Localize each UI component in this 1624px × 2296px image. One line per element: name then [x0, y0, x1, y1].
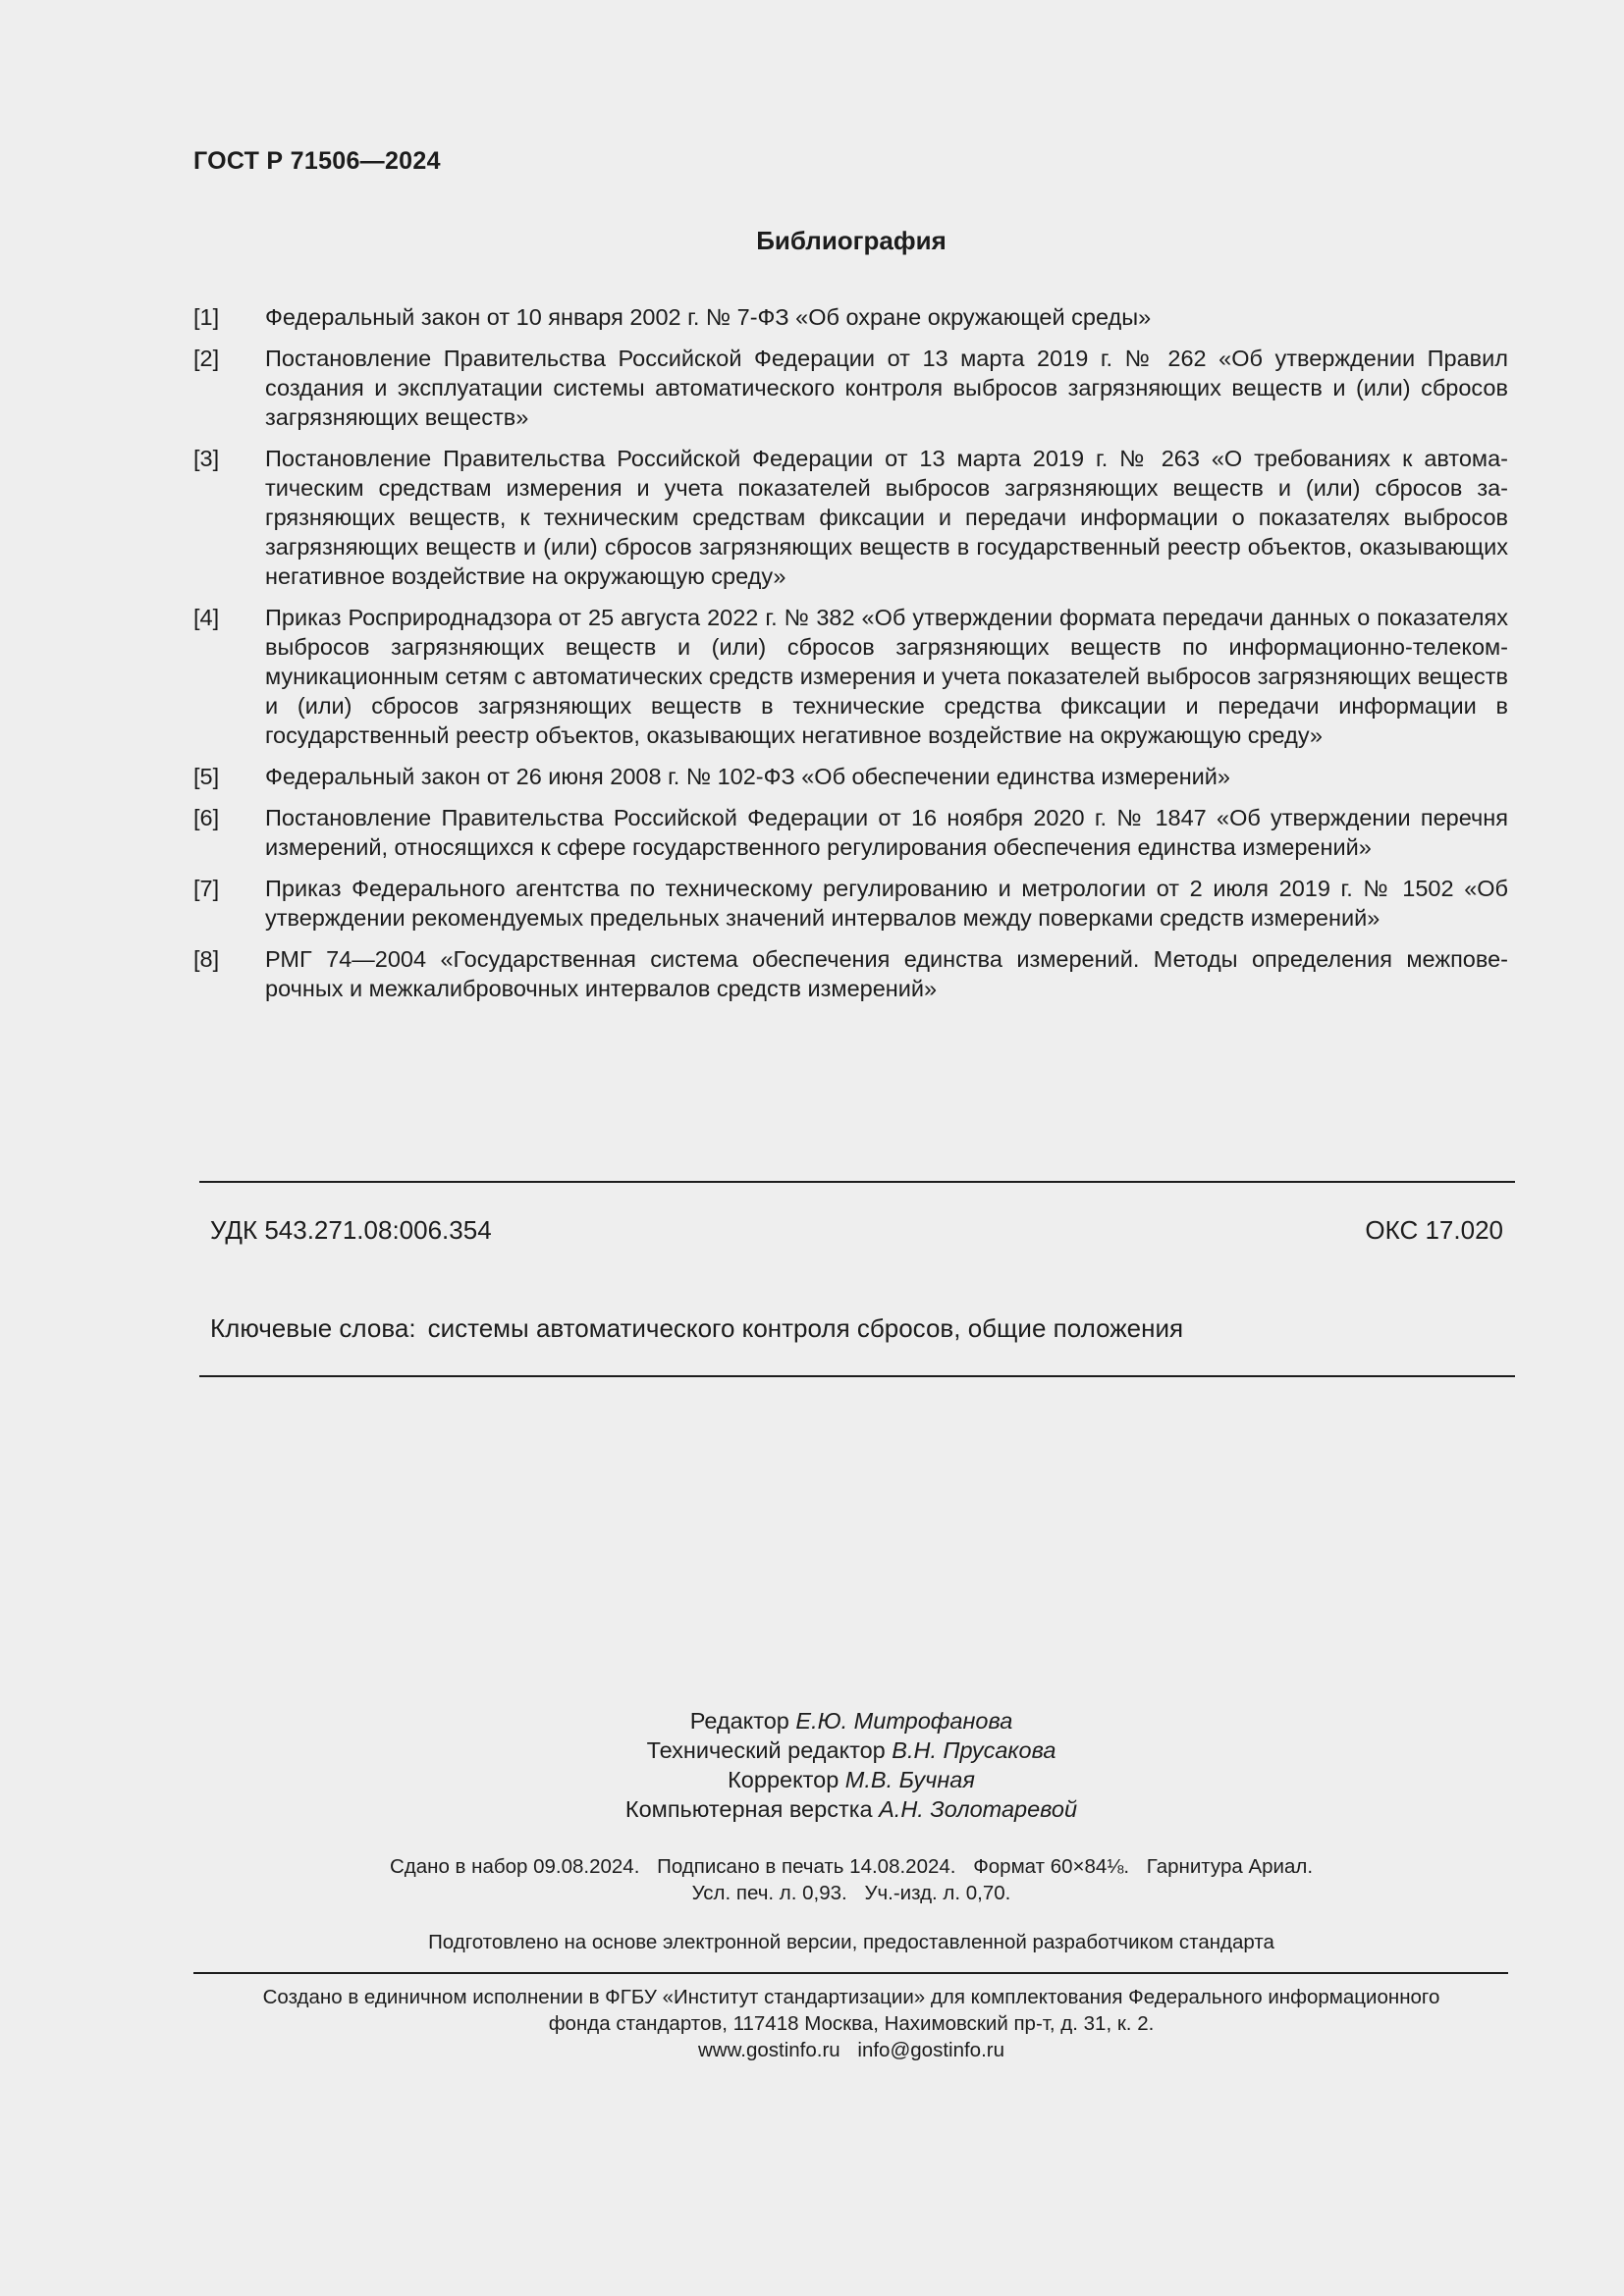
- entry-number: [4]: [193, 605, 220, 630]
- bibliography-entry: [193, 302, 1508, 332]
- entry-number: [3]: [193, 446, 220, 471]
- credit-person: А.Н. Золотаревой: [879, 1796, 1078, 1822]
- credit-line: [0, 1765, 1624, 1794]
- created-line: фонда стандартов, 117418 Москва, Нахимовский пр-т, д. 31, к. 2.: [548, 2012, 1155, 2035]
- entry-text: Постановление Правительства Российской Федерации от 13 марта 2019 г. № 262 «Об утверждении Правил создания и эксплуатации системы автоматического контроля выбросов загрязняющих веществ и (или) сбросов загрязняющих веществ»: [265, 346, 1508, 430]
- divider-footer: [193, 1972, 1508, 1974]
- credit-line: [0, 1735, 1624, 1765]
- website-link[interactable]: www.gostinfo.ru: [698, 2039, 840, 2061]
- entry-number: [1]: [193, 304, 220, 330]
- entry-number: [2]: [193, 346, 220, 371]
- credit-role: Редактор: [689, 1708, 789, 1734]
- entry-text: Федеральный закон от 26 июня 2008 г. № 102-ФЗ «Об обеспечении единства измерений»: [265, 764, 1230, 789]
- created-note: [0, 1984, 1624, 2063]
- typeface: Гарнитура Ариал.: [1146, 1855, 1314, 1878]
- print-info-line: [0, 1853, 1624, 1880]
- credit-line: [0, 1794, 1624, 1824]
- credit-line: [0, 1706, 1624, 1735]
- udk-code: УДК 543.271.08:006.354: [210, 1215, 492, 1245]
- submitted-date: Сдано в набор 09.08.2024.: [389, 1855, 640, 1878]
- oks-code: ОКС 17.020: [1365, 1215, 1503, 1245]
- entry-text: РМГ 74—2004 «Государственная система обеспечения единства измерений. Методы определения межповерочных и межкалибровочных интервалов средств измерений»: [265, 946, 1508, 1001]
- print-sheets: Усл. печ. л. 0,93.: [691, 1882, 847, 1904]
- entry-text: Постановление Правительства Российской Федерации от 13 марта 2019 г. № 263 «О требованиях к автоматическим средствам измерения и учета показателей выбросов загрязняющих веществ и (или) сбросов загрязняющих веществ, к техническим средствам фиксации и передачи информации о показателях выбросов загрязняющих веществ и (или) сбросов загрязняющих веществ в государственный реестр объектов, оказывающих негативное воздействие на окружающую среду»: [265, 446, 1508, 589]
- prepared-note: Подготовлено на основе электронной версии, предоставленной разработчиком стандарта: [428, 1931, 1274, 1953]
- bibliography-entry: [193, 803, 1508, 862]
- document-id: ГОСТ Р 71506—2024: [193, 147, 441, 175]
- print-info: [0, 1853, 1624, 1906]
- created-line: Создано в единичном исполнении в ФГБУ «Институт стандартизации» для комплектования Федерального информационного: [262, 1986, 1440, 2008]
- keywords-value: системы автоматического контроля сбросов, общие положения: [427, 1313, 1184, 1343]
- entry-text: Приказ Федерального агентства по техническому регулированию и метрологии от 2 июля 2019 г. № 1502 «Об утверждении рекомендуемых предельных значений интервалов между поверками средств измерений»: [265, 876, 1508, 931]
- paper-format: Формат 60×84⅛.: [973, 1855, 1130, 1878]
- bibliography-entry: [193, 874, 1508, 933]
- divider-bottom: [199, 1375, 1515, 1377]
- bibliography-list: [193, 302, 1508, 1015]
- print-info-line: [0, 1880, 1624, 1906]
- bibliography-entry: [193, 603, 1508, 750]
- divider-top: [199, 1181, 1515, 1183]
- bibliography-entry: [193, 762, 1508, 791]
- credit-role: Корректор: [728, 1767, 839, 1792]
- credit-person: Е.Ю. Митрофанова: [795, 1708, 1013, 1734]
- keywords-label: Ключевые слова:: [210, 1313, 416, 1343]
- email-link[interactable]: info@gostinfo.ru: [857, 2039, 1004, 2061]
- credit-role: Технический редактор: [646, 1737, 886, 1763]
- credit-person: М.В. Бучная: [844, 1767, 975, 1792]
- section-title: Библиография: [756, 226, 947, 255]
- entry-number: [7]: [193, 876, 220, 901]
- credits-block: [0, 1706, 1624, 1824]
- entry-text: Федеральный закон от 10 января 2002 г. № 7-ФЗ «Об охране окружающей среды»: [265, 304, 1152, 330]
- bibliography-entry: [193, 344, 1508, 432]
- credit-role: Компьютерная верстка: [624, 1796, 873, 1822]
- contacts-line: [0, 2037, 1624, 2063]
- entry-text: Приказ Росприроднадзора от 25 августа 2022 г. № 382 «Об утверждении формата передачи данных о показателях выбросов загрязняющих веществ и (или) сбросов загрязняющих веществ по информационно-телекоммуникационным сетям с автоматических средств измерения и учета показателей выбросов загрязняющих веществ и (или) сбросов загрязняющих веществ в технические средства фиксации и передачи информации в государственный реестр объектов, оказывающих негативное воздействие на окружающую среду»: [265, 605, 1508, 748]
- bibliography-entry: [193, 944, 1508, 1003]
- signed-date: Подписано в печать 14.08.2024.: [657, 1855, 956, 1878]
- bibliography-entry: [193, 444, 1508, 591]
- publisher-sheets: Уч.-изд. л. 0,70.: [864, 1882, 1011, 1904]
- keywords-line: [210, 1313, 1183, 1344]
- entry-number: [5]: [193, 764, 220, 789]
- entry-number: [6]: [193, 805, 220, 830]
- credit-person: В.Н. Прусакова: [892, 1737, 1056, 1763]
- entry-number: [8]: [193, 946, 220, 972]
- entry-text: Постановление Правительства Российской Федерации от 16 ноября 2020 г. № 1847 «Об утверждении перечня измерений, относящихся к сфере государственного регулирования обеспечения единства измерений»: [265, 805, 1508, 860]
